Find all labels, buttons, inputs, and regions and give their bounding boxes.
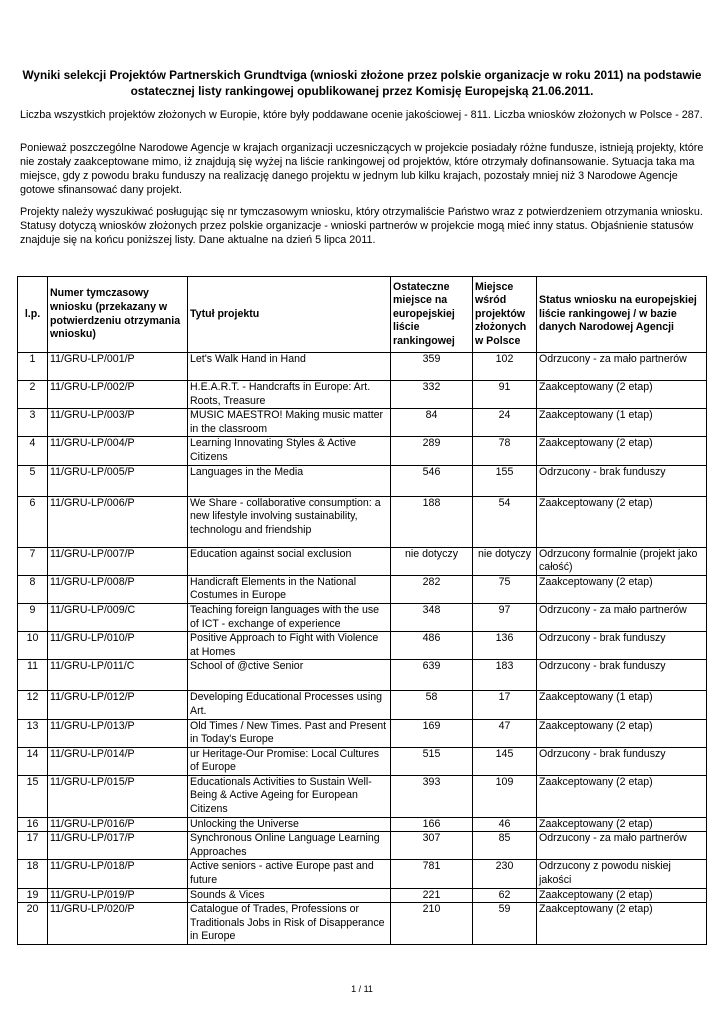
cell-status: Odrzucony - za mało partnerów: [537, 353, 707, 381]
cell-pl-rank: 230: [473, 860, 537, 888]
cell-number: 11/GRU-LP/017/P: [48, 832, 188, 860]
cell-eu-rank: 289: [391, 437, 473, 465]
cell-status: Zaakceptowany (2 etap): [537, 888, 707, 903]
cell-lp: 20: [18, 903, 48, 945]
table-row: [18, 496, 707, 547]
page-number: 1 / 11: [351, 984, 373, 994]
cell-pl-rank: 91: [473, 381, 537, 409]
cell-title: Developing Educational Processes using Art.: [188, 691, 391, 719]
cell-eu-rank: 393: [391, 775, 473, 817]
cell-status: Odrzucony - brak funduszy: [537, 465, 707, 496]
header-number: Numer tymczasowy wniosku (przekazany w potwierdzeniu otrzymania wniosku): [48, 277, 188, 353]
cell-lp: 9: [18, 603, 48, 631]
cell-eu-rank: 348: [391, 603, 473, 631]
cell-title: ur Heritage-Our Promise: Local Cultures of Europe: [188, 747, 391, 775]
table-row: [18, 547, 707, 575]
results-table: [17, 276, 707, 945]
cell-pl-rank: 46: [473, 817, 537, 832]
cell-eu-rank: 781: [391, 860, 473, 888]
funding-paragraph: Ponieważ poszczególne Narodowe Agencje w krajach organizacji uczesniczących w projekcie posiadały różne fundusze, istnieją projekty, które nie zostały zaakceptowane mimo, iż znajdują się wyżej na liście rankingowej od projektów, które otrzymały dofinansowanie. Sytuacja taka ma miejsce, gdy z powodu braku funduszy na realizację danego projektu w jednym lub kilku krajach, pozostały mniej niż 3 Narodowe Agencje gotowe sfinansować dany projekt.: [20, 142, 704, 196]
instructions-paragraph: Projekty należy wyszukiwać posługując się nr tymczasowym wniosku, który otrzymaliście Państwo wraz z potwierdzeniem otrzymania wniosku. Statusy dotyczą wniosków złożonych przez polskie organizacje - wnioski partnerów w projekcie mogą mieć inny status. Objaśnienie statusów znajduje się na końcu poniższej listy. Dane aktualne na dzień 5 lipca 2011.: [20, 206, 703, 246]
page-title: Wyniki selekcji Projektów Partnerskich Grundtviga (wnioski złożone przez polskie organizacje w roku 2011) na podstawie ostatecznej listy rankingowej opublikowanej przez Komisję Europejską 21.06.2011.: [22, 68, 702, 98]
table-row: [18, 437, 707, 465]
cell-status: Zaakceptowany (2 etap): [537, 496, 707, 547]
cell-number: 11/GRU-LP/014/P: [48, 747, 188, 775]
cell-number: 11/GRU-LP/016/P: [48, 817, 188, 832]
cell-number: 11/GRU-LP/013/P: [48, 719, 188, 747]
cell-title: Positive Approach to Fight with Violence at Homes: [188, 632, 391, 660]
table-row: [18, 632, 707, 660]
cell-eu-rank: 84: [391, 409, 473, 437]
table-row: [18, 747, 707, 775]
cell-pl-rank: 62: [473, 888, 537, 903]
cell-lp: 13: [18, 719, 48, 747]
cell-status: Odrzucony - za mało partnerów: [537, 603, 707, 631]
cell-pl-rank: 24: [473, 409, 537, 437]
header-status: Status wniosku na europejskiej liście rankingowej / w bazie danych Narodowej Agencji: [537, 277, 707, 353]
cell-eu-rank: 188: [391, 496, 473, 547]
cell-status: Odrzucony - za mało partnerów: [537, 832, 707, 860]
cell-pl-rank: 136: [473, 632, 537, 660]
table-row: [18, 691, 707, 719]
cell-pl-rank: 54: [473, 496, 537, 547]
cell-title: Active seniors - active Europe past and future: [188, 860, 391, 888]
cell-status: Zaakceptowany (2 etap): [537, 575, 707, 603]
cell-lp: 14: [18, 747, 48, 775]
cell-lp: 19: [18, 888, 48, 903]
cell-eu-rank: 515: [391, 747, 473, 775]
cell-number: 11/GRU-LP/018/P: [48, 860, 188, 888]
cell-status: Zaakceptowany (2 etap): [537, 903, 707, 945]
cell-number: 11/GRU-LP/006/P: [48, 496, 188, 547]
cell-pl-rank: 75: [473, 575, 537, 603]
cell-number: 11/GRU-LP/015/P: [48, 775, 188, 817]
header-eu-rank: Ostateczne miejsce na europejskiej liście rankingowej: [391, 277, 473, 353]
cell-title: Unlocking the Universe: [188, 817, 391, 832]
cell-number: 11/GRU-LP/019/P: [48, 888, 188, 903]
table-row: [18, 465, 707, 496]
cell-title: School of @ctive Senior: [188, 660, 391, 691]
cell-number: 11/GRU-LP/004/P: [48, 437, 188, 465]
header-lp: l.p.: [18, 277, 48, 353]
cell-status: Odrzucony - brak funduszy: [537, 660, 707, 691]
cell-lp: 17: [18, 832, 48, 860]
cell-status: Zaakceptowany (2 etap): [537, 775, 707, 817]
cell-number: 11/GRU-LP/003/P: [48, 409, 188, 437]
cell-lp: 3: [18, 409, 48, 437]
table-row: [18, 903, 707, 945]
cell-eu-rank: 307: [391, 832, 473, 860]
cell-status: Zaakceptowany (2 etap): [537, 437, 707, 465]
cell-lp: 16: [18, 817, 48, 832]
table-row: [18, 353, 707, 381]
cell-pl-rank: 145: [473, 747, 537, 775]
cell-lp: 6: [18, 496, 48, 547]
table-header-row: [18, 277, 707, 353]
cell-eu-rank: 359: [391, 353, 473, 381]
cell-lp: 8: [18, 575, 48, 603]
cell-number: 11/GRU-LP/011/C: [48, 660, 188, 691]
cell-pl-rank: 59: [473, 903, 537, 945]
cell-title: We Share - collaborative consumption: a new lifestyle involving sustainability, technologu and friendship: [188, 496, 391, 547]
table-body: [18, 353, 707, 945]
cell-eu-rank: 210: [391, 903, 473, 945]
header-pl-rank: Miejsce wśród projektów złożonych w Polsce: [473, 277, 537, 353]
cell-number: 11/GRU-LP/002/P: [48, 381, 188, 409]
cell-number: 11/GRU-LP/007/P: [48, 547, 188, 575]
cell-pl-rank: 78: [473, 437, 537, 465]
cell-eu-rank: 169: [391, 719, 473, 747]
cell-lp: 1: [18, 353, 48, 381]
cell-pl-rank: nie dotyczy: [473, 547, 537, 575]
cell-title: Languages in the Media: [188, 465, 391, 496]
cell-title: Handicraft Elements in the National Costumes in Europe: [188, 575, 391, 603]
cell-status: Zaakceptowany (2 etap): [537, 719, 707, 747]
cell-lp: 2: [18, 381, 48, 409]
cell-status: Zaakceptowany (2 etap): [537, 381, 707, 409]
cell-number: 11/GRU-LP/020/P: [48, 903, 188, 945]
cell-lp: 12: [18, 691, 48, 719]
cell-number: 11/GRU-LP/001/P: [48, 353, 188, 381]
cell-status: Odrzucony formalnie (projekt jako całość): [537, 547, 707, 575]
cell-eu-rank: nie dotyczy: [391, 547, 473, 575]
cell-number: 11/GRU-LP/010/P: [48, 632, 188, 660]
cell-pl-rank: 183: [473, 660, 537, 691]
cell-eu-rank: 639: [391, 660, 473, 691]
summary-paragraph: Liczba wszystkich projektów złożonych w Europie, które były poddawane ocenie jakościowej - 811. Liczba wniosków złożonych w Polsce - 287.: [20, 109, 703, 121]
table-row: [18, 775, 707, 817]
cell-status: Odrzucony z powodu niskiej jakości: [537, 860, 707, 888]
cell-pl-rank: 102: [473, 353, 537, 381]
cell-title: Learning Innovating Styles & Active Citizens: [188, 437, 391, 465]
cell-lp: 10: [18, 632, 48, 660]
cell-number: 11/GRU-LP/005/P: [48, 465, 188, 496]
cell-pl-rank: 97: [473, 603, 537, 631]
header-title: Tytuł projektu: [188, 277, 391, 353]
table-row: [18, 381, 707, 409]
cell-title: Synchronous Online Language Learning Approaches: [188, 832, 391, 860]
cell-title: Catalogue of Trades, Professions or Traditionals Jobs in Risk of Disapperance in Europe: [188, 903, 391, 945]
cell-eu-rank: 546: [391, 465, 473, 496]
cell-status: Zaakceptowany (1 etap): [537, 409, 707, 437]
cell-title: MUSIC MAESTRO! Making music matter in the classroom: [188, 409, 391, 437]
cell-lp: 11: [18, 660, 48, 691]
cell-status: Odrzucony - brak funduszy: [537, 632, 707, 660]
cell-title: Sounds & Vices: [188, 888, 391, 903]
cell-eu-rank: 332: [391, 381, 473, 409]
cell-eu-rank: 221: [391, 888, 473, 903]
cell-lp: 15: [18, 775, 48, 817]
cell-lp: 7: [18, 547, 48, 575]
cell-title: Educationals Activities to Sustain Well-Being & Active Ageing for European Citizens: [188, 775, 391, 817]
table-row: [18, 860, 707, 888]
cell-title: Let's Walk Hand in Hand: [188, 353, 391, 381]
cell-title: Education against social exclusion: [188, 547, 391, 575]
table-row: [18, 409, 707, 437]
cell-pl-rank: 109: [473, 775, 537, 817]
cell-number: 11/GRU-LP/012/P: [48, 691, 188, 719]
cell-eu-rank: 58: [391, 691, 473, 719]
table-row: [18, 832, 707, 860]
cell-pl-rank: 155: [473, 465, 537, 496]
table-row: [18, 660, 707, 691]
cell-lp: 5: [18, 465, 48, 496]
cell-eu-rank: 486: [391, 632, 473, 660]
cell-pl-rank: 85: [473, 832, 537, 860]
table-row: [18, 603, 707, 631]
cell-pl-rank: 47: [473, 719, 537, 747]
cell-eu-rank: 166: [391, 817, 473, 832]
cell-status: Odrzucony - brak funduszy: [537, 747, 707, 775]
table-row: [18, 575, 707, 603]
cell-eu-rank: 282: [391, 575, 473, 603]
table-row: [18, 888, 707, 903]
cell-lp: 18: [18, 860, 48, 888]
cell-lp: 4: [18, 437, 48, 465]
cell-pl-rank: 17: [473, 691, 537, 719]
cell-title: H.E.A.R.T. - Handcrafts in Europe: Art. Roots, Treasure: [188, 381, 391, 409]
cell-title: Teaching foreign languages with the use of ICT - exchange of experience: [188, 603, 391, 631]
table-row: [18, 817, 707, 832]
cell-status: Zaakceptowany (2 etap): [537, 817, 707, 832]
cell-number: 11/GRU-LP/008/P: [48, 575, 188, 603]
table-row: [18, 719, 707, 747]
cell-title: Old Times / New Times. Past and Present in Today's Europe: [188, 719, 391, 747]
cell-number: 11/GRU-LP/009/C: [48, 603, 188, 631]
cell-status: Zaakceptowany (1 etap): [537, 691, 707, 719]
